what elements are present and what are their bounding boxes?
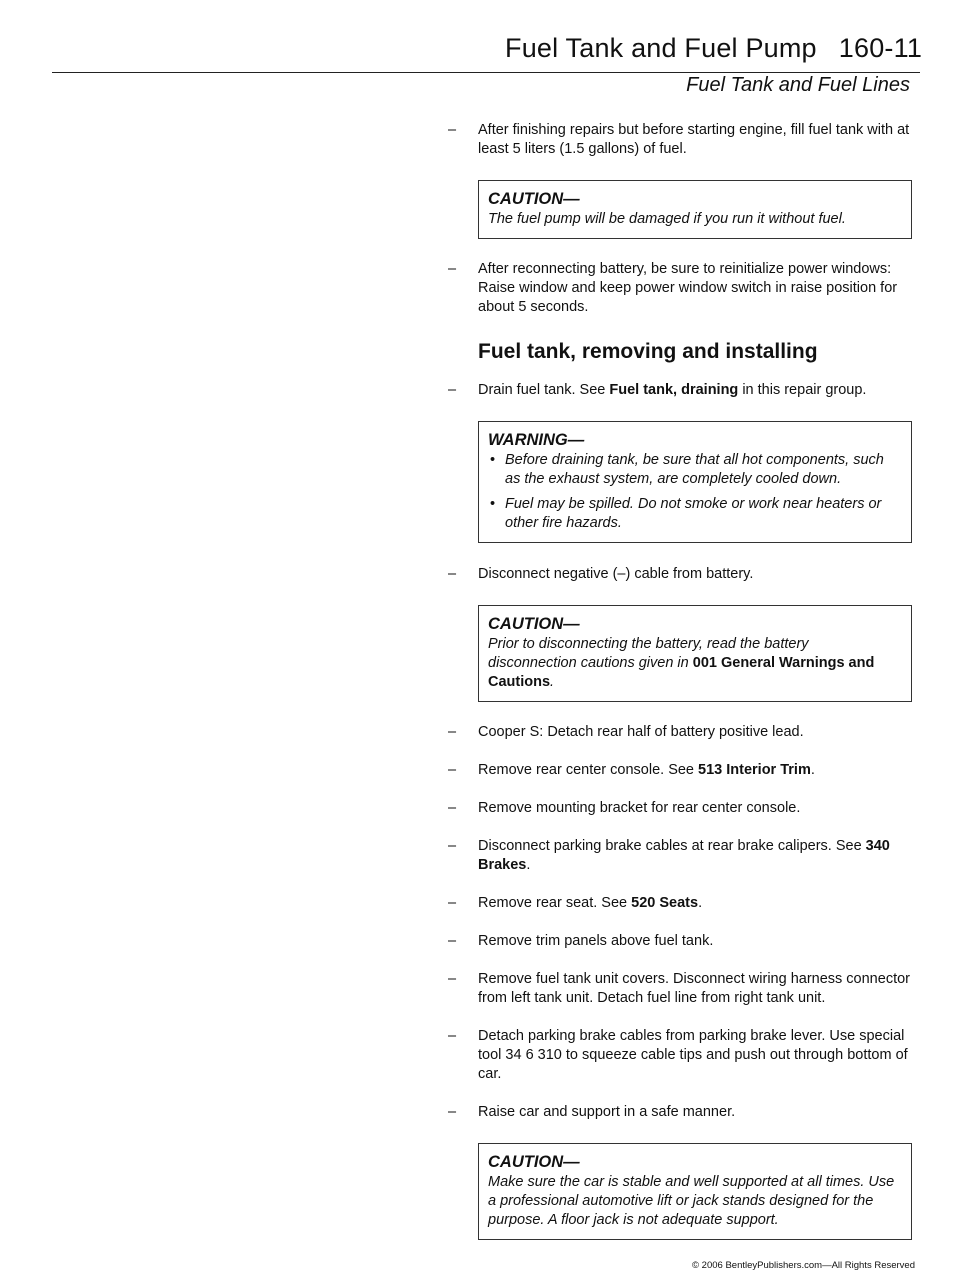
step-text: Remove rear center console. See <box>478 762 699 778</box>
bullet-icon: • <box>490 452 496 468</box>
cross-reference: 513 Interior Trim <box>698 762 811 778</box>
step-dash: – <box>448 566 457 582</box>
cross-reference: Fuel tank, draining <box>609 382 739 398</box>
caution-box-battery <box>478 605 912 702</box>
caution-text-part: . <box>550 674 555 690</box>
caution-box-support <box>478 1143 912 1240</box>
caution-text: The fuel pump will be damaged if you run it without fuel. <box>488 211 846 227</box>
step-text: Cooper S: Detach rear half of battery positive lead. <box>478 724 804 740</box>
caution-box-fuel-pump <box>478 180 912 239</box>
step-disconnect-brake-cables <box>448 837 912 875</box>
page-content <box>448 121 912 1240</box>
section-subtitle: Fuel Tank and Fuel Lines <box>686 74 910 96</box>
page-header-title <box>505 33 923 64</box>
step-text: Disconnect parking brake cables at rear brake calipers. See <box>478 838 866 854</box>
step-text: in this repair group. <box>738 382 867 398</box>
step-dash: – <box>448 762 457 778</box>
step-dash: – <box>448 724 457 740</box>
caution-title: CAUTION— <box>488 615 580 633</box>
step-remove-center-console <box>448 761 912 780</box>
warning-item-text: Fuel may be spilled. Do not smoke or work near heaters or other fire hazards. <box>505 496 882 531</box>
page-number: 160-11 <box>838 33 923 63</box>
caution-title: CAUTION— <box>488 190 580 208</box>
step-text: . <box>810 762 815 778</box>
caution-text <box>488 635 901 692</box>
step-reinitialize-windows <box>448 260 912 317</box>
step-fill-fuel-tank <box>448 121 912 159</box>
chapter-title: Fuel Tank and Fuel Pump <box>505 33 817 63</box>
step-dash: – <box>448 1028 457 1044</box>
step-text: After reconnecting battery, be sure to reinitialize power windows: Raise window and keep power window switch in raise position for about 5 seconds. <box>478 261 898 315</box>
step-disconnect-battery <box>448 565 912 584</box>
step-dash: – <box>448 971 457 987</box>
caution-title: CAUTION— <box>488 1153 580 1171</box>
step-dash: – <box>448 838 457 854</box>
step-remove-tank-unit-covers <box>448 970 912 1008</box>
step-text: Remove fuel tank unit covers. Disconnect wiring harness connector from left tank unit. Detach fuel line from right tank unit. <box>478 971 910 1006</box>
step-remove-rear-seat <box>448 894 912 913</box>
warning-box <box>478 421 912 543</box>
step-dash: – <box>448 382 457 398</box>
copyright-footer: © 2006 BentleyPublishers.com—All Rights Reserved <box>692 1260 915 1271</box>
cross-reference: 340 Brakes <box>478 838 890 873</box>
warning-list <box>488 451 901 533</box>
step-dash: – <box>448 1104 457 1120</box>
step-text: Remove trim panels above fuel tank. <box>478 933 714 949</box>
step-remove-trim-panels <box>448 932 912 951</box>
cross-reference: 001 General Warnings and Cautions <box>488 655 875 690</box>
step-text: Disconnect negative (–) cable from battery. <box>478 566 754 582</box>
warning-item <box>488 495 901 533</box>
cross-reference: 520 Seats <box>631 895 699 911</box>
step-dash: – <box>448 122 457 138</box>
header-rule <box>52 72 920 73</box>
step-text: . <box>526 857 531 873</box>
step-detach-positive-lead <box>448 723 912 742</box>
step-dash: – <box>448 800 457 816</box>
step-drain-fuel-tank <box>448 381 912 400</box>
warning-title: WARNING— <box>488 431 585 449</box>
caution-text: Make sure the car is stable and well supported at all times. Use a professional automotive lift or jack stands designed for the purpose. A floor jack is not adequate support. <box>488 1174 895 1228</box>
bullet-icon: • <box>490 496 496 512</box>
step-remove-mounting-bracket <box>448 799 912 818</box>
step-text: Remove rear seat. See <box>478 895 632 911</box>
step-text: . <box>698 895 703 911</box>
step-text: After finishing repairs but before starting engine, fill fuel tank with at least 5 liters (1.5 gallons) of fuel. <box>478 122 910 157</box>
step-text: Drain fuel tank. See <box>478 382 610 398</box>
step-text: Remove mounting bracket for rear center console. <box>478 800 801 816</box>
warning-item <box>488 451 901 489</box>
step-raise-car <box>448 1103 912 1122</box>
caution-text-part: Prior to disconnecting the battery, read the battery disconnection cautions given in <box>488 636 809 671</box>
step-dash: – <box>448 933 457 949</box>
step-dash: – <box>448 895 457 911</box>
step-text: Detach parking brake cables from parking brake lever. Use special tool 34 6 310 to squeeze cable tips and push out through bottom of car. <box>478 1028 908 1082</box>
step-detach-brake-cables-lever <box>448 1027 912 1084</box>
step-text: Raise car and support in a safe manner. <box>478 1104 736 1120</box>
section-heading: Fuel tank, removing and installing <box>478 340 818 363</box>
warning-item-text: Before draining tank, be sure that all hot components, such as the exhaust system, are completely cooled down. <box>505 452 884 487</box>
step-dash: – <box>448 261 457 277</box>
